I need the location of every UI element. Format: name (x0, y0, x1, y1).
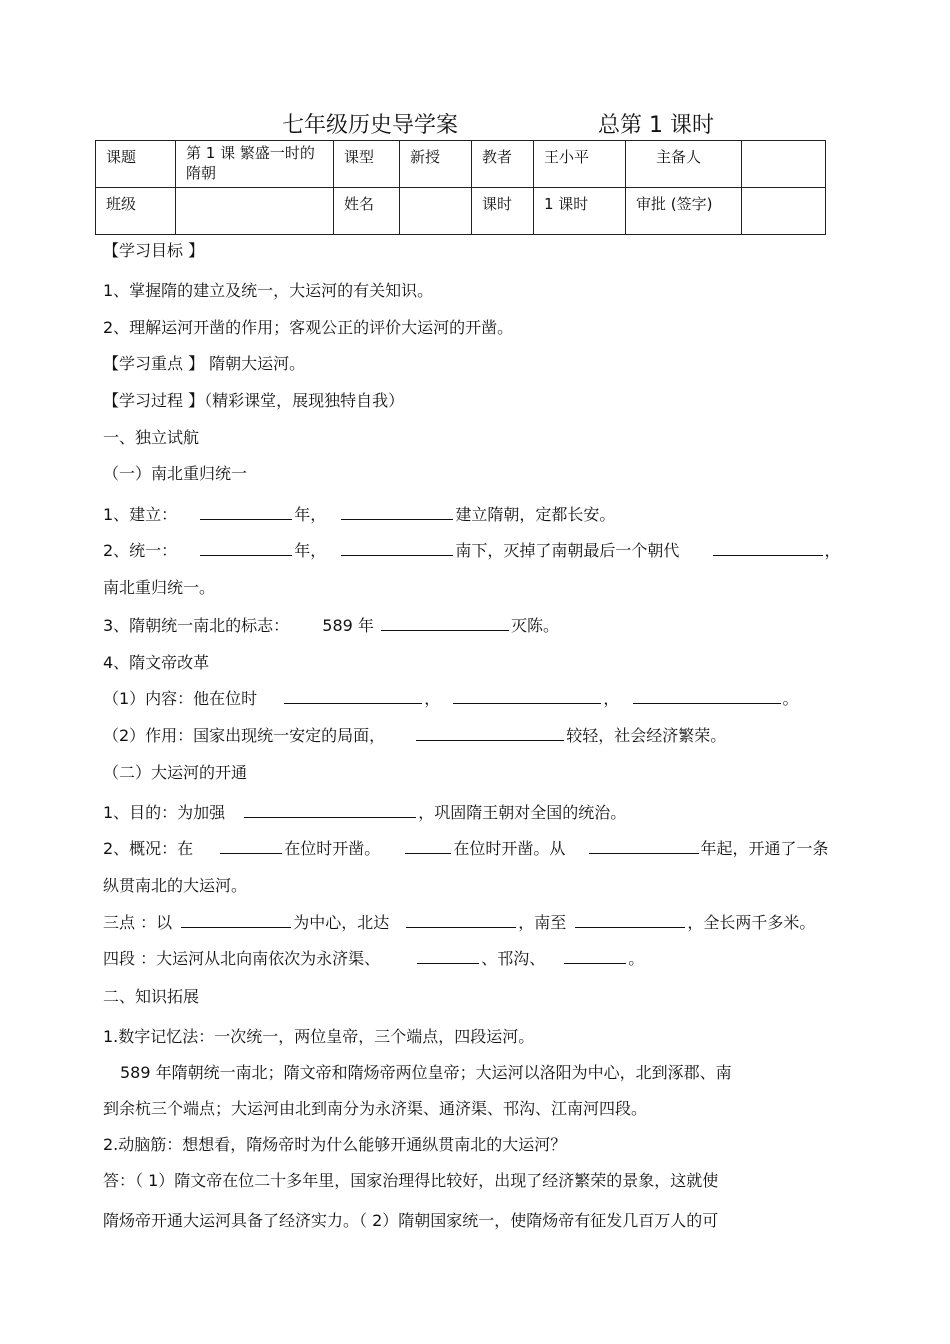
fill-blank[interactable] (341, 541, 453, 556)
section-key-points: 【学习重点 】 隋朝大运河。 (103, 354, 306, 373)
table-row (96, 188, 826, 235)
cell-hours-label: 课时 (472, 188, 534, 235)
question-three-points: 三点 ：以 为中心，北达 ，南至 ，全长两千多米。 (103, 913, 816, 932)
text-line: 南北重归统一。 (103, 578, 216, 597)
fill-blank[interactable] (200, 505, 292, 520)
question-unification: 2、统一： 年， 南下，灭掉了南朝最后一个朝代 ， (103, 541, 841, 560)
subheading-grand-canal: （二）大运河的开通 (103, 763, 248, 782)
fill-blank[interactable] (220, 839, 282, 854)
title-main: 七年级历史导学案 (282, 113, 459, 138)
cell-preparer-label: 主备人 (626, 141, 742, 188)
fill-blank[interactable] (633, 689, 781, 704)
question-reform-content: （1）内容：他在位时 ， ， 。 (103, 689, 799, 708)
question-overview: 2、概况：在 在位时开凿。 在位时开凿。从 年起，开通了一条 (103, 839, 829, 858)
cell-preparer-value[interactable] (742, 141, 826, 188)
text-line: 答：（ 1）隋文帝在位二十多年里，国家治理得比较好，出现了经济繁荣的景象，这就使 (103, 1171, 719, 1190)
lesson-info-table (95, 140, 826, 235)
fill-blank[interactable] (341, 505, 453, 520)
cell-topic-label: 课题 (96, 141, 176, 188)
section-learning-goals: 【学习目标 】 (103, 241, 205, 260)
title-period: 总第 1 课时 (598, 113, 714, 138)
fill-blank[interactable] (416, 726, 564, 741)
fill-blank[interactable] (589, 839, 699, 854)
question-founding: 1、建立： 年， 建立隋朝，定都长安。 (103, 505, 616, 524)
text-line: 589 年隋朝统一南北；隋文帝和隋炀帝两位皇帝；大运河以洛阳为中心，北到涿郡、南 (120, 1063, 732, 1082)
section-learning-process: 【学习过程 】（精彩课堂，展现独特自我） (103, 391, 405, 410)
cell-class-value[interactable] (176, 188, 334, 235)
cell-hours-value: 1 课时 (534, 188, 626, 235)
fill-blank[interactable] (200, 541, 292, 556)
cell-topic-value: 第 1 课 繁盛一时的隋朝 (176, 141, 334, 188)
text-line: 到余杭三个端点；大运河由北到南分为永济渠、通济渠、邗沟、江南河四段。 (103, 1099, 648, 1118)
text-line: 2.动脑筋：想想看，隋炀帝时为什么能够开通纵贯南北的大运河？ (103, 1135, 567, 1154)
cell-approval-label: 审批 (签字) (626, 188, 742, 235)
goal-item: 1、掌握隋的建立及统一，大运河的有关知识。 (103, 281, 434, 300)
fill-blank[interactable] (564, 949, 626, 964)
fill-blank[interactable] (417, 949, 479, 964)
goal-item: 2、理解运河开凿的作用；客观公正的评价大运河的开凿。 (103, 318, 514, 337)
fill-blank[interactable] (406, 913, 516, 928)
heading-independent-trial: 一、独立试航 (103, 428, 200, 447)
text-line: 纵贯南北的大运河。 (103, 876, 248, 895)
fill-blank[interactable] (381, 616, 509, 631)
fill-blank[interactable] (453, 689, 601, 704)
cell-teacher-value: 王小平 (534, 141, 626, 188)
question-purpose: 1、目的：为加强 ，巩固隋王朝对全国的统治。 (103, 803, 627, 822)
question-four-sections: 四段 ：大运河从北向南依次为永济渠、 、邗沟、 。 (103, 949, 645, 968)
cell-teacher-label: 教者 (472, 141, 534, 188)
subheading-reform: 4、隋文帝改革 (103, 653, 210, 672)
text-line: 隋炀帝开通大运河具备了经济实力。（ 2）隋朝国家统一，使隋炀帝有征发几百万人的可 (103, 1211, 719, 1230)
cell-approval-value[interactable] (742, 188, 826, 235)
fill-blank[interactable] (181, 913, 291, 928)
cell-name-label: 姓名 (334, 188, 400, 235)
fill-blank[interactable] (244, 803, 416, 818)
cell-class-label: 班级 (96, 188, 176, 235)
question-symbol: 3、隋朝统一南北的标志： 589 年 灭陈。 (103, 616, 560, 635)
cell-name-value[interactable] (400, 188, 472, 235)
heading-knowledge-extension: 二、知识拓展 (103, 987, 200, 1006)
cell-type-value: 新授 (400, 141, 472, 188)
question-reform-effect: （2）作用：国家出现统一安定的局面， 较轻，社会经济繁荣。 (103, 726, 727, 745)
fill-blank[interactable] (284, 689, 422, 704)
subheading-reunification: （一）南北重归统一 (103, 464, 248, 483)
text-line: 1.数字记忆法：一次统一，两位皇帝，三个端点，四段运河。 (103, 1027, 535, 1046)
table-row (96, 141, 826, 188)
cell-type-label: 课型 (334, 141, 400, 188)
fill-blank[interactable] (405, 839, 451, 854)
fill-blank[interactable] (575, 913, 685, 928)
fill-blank[interactable] (713, 541, 823, 556)
